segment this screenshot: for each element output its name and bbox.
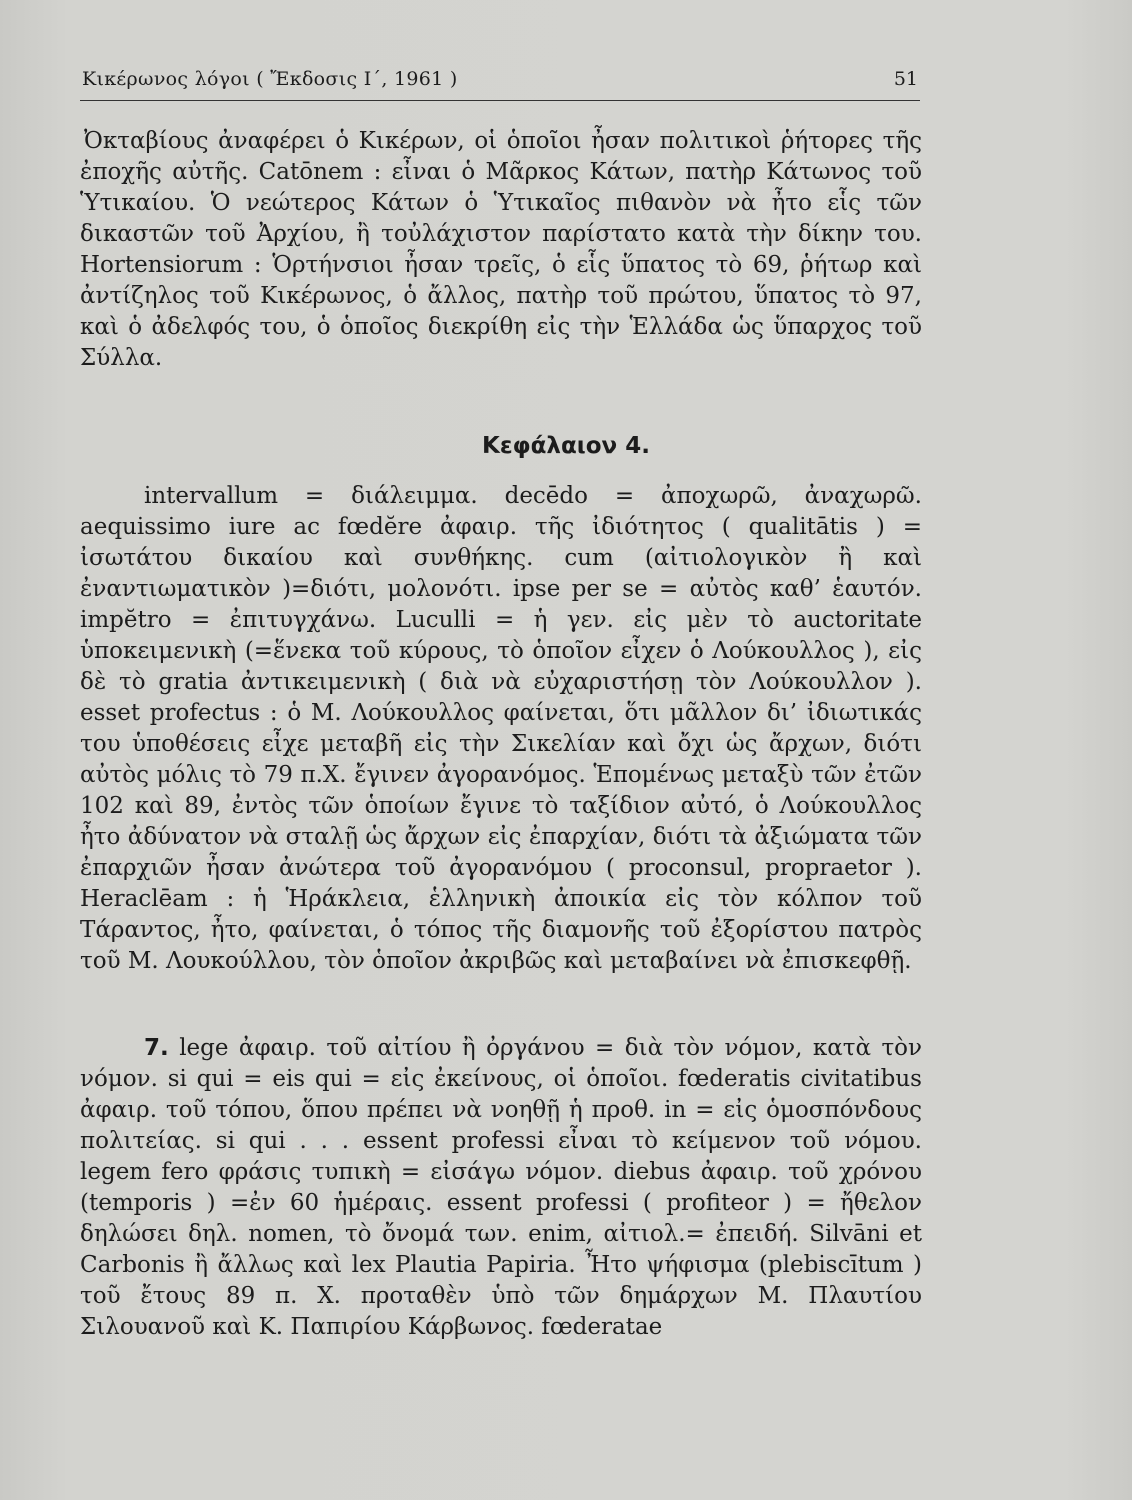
- page-number: 51: [893, 68, 918, 90]
- section-7-number: 7.: [144, 1035, 169, 1061]
- chapter-heading: Κεφάλαιον 4.: [482, 433, 650, 459]
- section-7-paragraph: [80, 1033, 922, 1343]
- running-header: [80, 64, 920, 101]
- notes-paragraph: Ὀκταβίους ἀναφέρει ὁ Κικέρων, οἱ ὁποῖοι ἦσαν πολιτικοὶ ῥήτορες τῆς ἐποχῆς αὐτῆς. Catōnem : εἶναι ὁ Μᾶρκος Κάτων, πατὴρ Κάτωνος τοῦ Ὑτικαίου. Ὁ νεώτερος Κάτων ὁ Ὑτικαῖος πιθανὸν νὰ ἦτο εἷς τῶν δικαστῶν τοῦ Ἀρχίου, ἢ τοὐλάχιστον παρίστατο κατὰ τὴν δίκην του. Hortensiorum : Ὁρτήνσιοι ἦσαν τρεῖς, ὁ εἷς ὕπατος τὸ 69, ῥήτωρ καὶ ἀντίζηλος τοῦ Κικέρωνος, ὁ ἄλλος, πατὴρ τοῦ πρώτου, ὕπατος τὸ 97, καὶ ὁ ἀδελφός του, ὁ ὁποῖος διεκρίθη εἰς τὴν Ἑλλάδα ὡς ὕπαρχος τοῦ Σύλλα.: [80, 128, 922, 371]
- chapter-4-paragraph: intervallum = διάλειμμα. decēdo = ἀποχωρῶ, ἀναχωρῶ. aequissimo iure ac fœdĕre ἀφαιρ. τῆς ἰδιότητος ( qualitātis ) = ἰσωτάτου δικαίου καὶ συνθήκης. cum (αἰτιολογικὸν ἢ καὶ ἐναντιωματικὸν )=διότι, μολονότι. ipse per se = αὐτὸς καθ’ ἑαυτόν. impĕtro = ἐπιτυγχάνω. Luculli = ἡ γεν. εἰς μὲν τὸ auctoritate ὑποκειμενικὴ (=ἕνεκα τοῦ κύρους, τὸ ὁποῖον εἶχεν ὁ Λούκουλλος ), εἰς δὲ τὸ gratia ἀντικειμενικὴ ( διὰ νὰ εὐχαριστήσῃ τὸν Λούκουλλον ). esset profectus : ὁ Μ. Λούκουλλος φαίνεται, ὅτι μᾶλλον δι’ ἰδιωτικάς του ὑποθέσεις εἶχε μεταβῆ εἰς τὴν Σικελίαν καὶ ὄχι ὡς ἄρχων, διότι αὐτὸς μόλις τὸ 79 π.Χ. ἔγινεν ἀγορανόμος. Ἑπομένως μεταξὺ τῶν ἐτῶν 102 καὶ 89, ἐντὸς τῶν ὁποίων ἔγινε τὸ ταξίδιον αὐτό, ὁ Λούκουλλος ἦτο ἀδύνατον νὰ σταλῇ ὡς ἄρχων εἰς ἐπαρχίαν, διότι τὰ ἀξιώματα τῶν ἐπαρχιῶν ἦσαν ἀνώτερα τοῦ ἀγορανόμου ( proconsul, propraetor ). Heraclēam : ἡ Ἡράκλεια, ἑλληνικὴ ἀποικία εἰς τὸν κόλπον τοῦ Τάραντος, ἦτο, φαίνεται, ὁ τόπος τῆς διαμονῆς τοῦ ἐξορίστου πατρὸς τοῦ Μ. Λουκούλλου, τὸν ὁποῖον ἀκριβῶς καὶ μεταβαίνει νὰ ἐπισκεφθῇ.: [80, 483, 922, 974]
- section-7-text: lege ἀφαιρ. τοῦ αἰτίου ἢ ὀργάνου = διὰ τὸν νόμον, κατὰ τὸν νόμον. si qui = eis qui = εἰς ἐκείνους, οἱ ὁποῖοι. fœderatis civitatibus ἀφαιρ. τοῦ τόπου, ὅπου πρέπει νὰ νοηθῇ ἡ προθ. in = εἰς ὁμοσπόνδους πολιτείας. si qui . . . essent professi εἶναι τὸ κείμενον τοῦ νόμου. legem fero φράσις τυπικὴ = εἰσάγω νόμον. diebus ἀφαιρ. τοῦ χρόνου (temporis ) =ἐν 60 ἡμέραις. essent professi ( profiteor ) = ἤθελον δηλώσει δηλ. nomen, τὸ ὄνομά των. enim, αἰτιολ.= ἐπειδή. Silvāni et Carbonis ἢ ἄλλως καὶ lex Plautia Papiria. Ἦτο ψήφισμα (plebiscītum ) τοῦ ἔτους 89 π. Χ. προταθὲν ὑπὸ τῶν δημάρχων Μ. Πλαυτίου Σιλουανοῦ καὶ Κ. Παπιρίου Κάρβωνος. fœderatae: [80, 1035, 922, 1340]
- header-title: Κικέρωνος λόγοι ( Ἔκδοσις Ι΄, 1961 ): [82, 68, 458, 90]
